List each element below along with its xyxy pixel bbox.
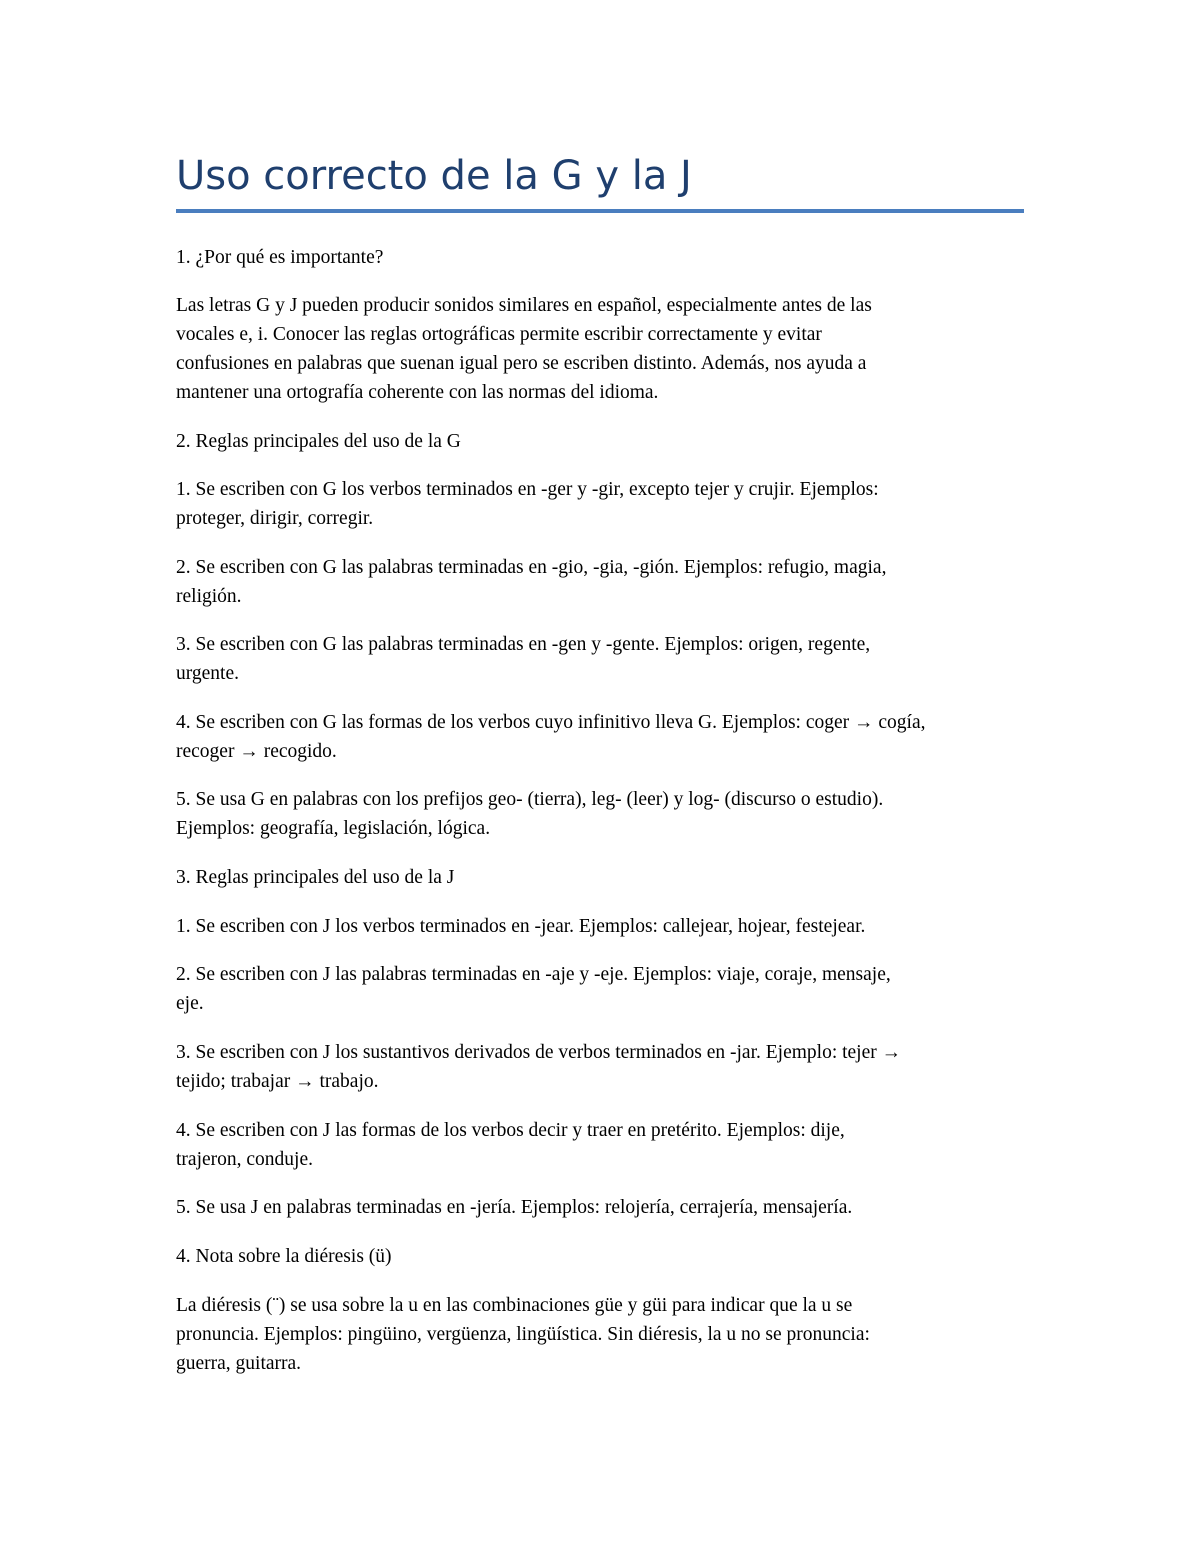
rule-j-2-line-2: eje.	[176, 993, 204, 1014]
rule-j-4-line-1: 4. Se escriben con J las formas de los verbos decir y traer en pretérito. Ejemplos: dije,	[176, 1120, 845, 1141]
rule-g-5-line-1: 5. Se usa G en palabras con los prefijos geo- (tierra), leg- (leer) y log- (discurso o estudio).	[176, 789, 884, 810]
rule-g-1-line-2: proteger, dirigir, corregir.	[176, 508, 374, 529]
rule-g-5-line-2: Ejemplos: geografía, legislación, lógica.	[176, 818, 491, 839]
paragraph-line: guerra, guitarra.	[176, 1353, 302, 1374]
rule-j-3-line-1: 3. Se escriben con J los sustantivos derivados de verbos terminados en -jar. Ejemplo: tejer →	[176, 1042, 902, 1063]
rule-j-5-line-1: 5. Se usa J en palabras terminadas en -jería. Ejemplos: relojería, cerrajería, mensajería.	[176, 1197, 853, 1218]
paragraph-line: Las letras G y J pueden producir sonidos similares en español, especialmente antes de las	[176, 295, 872, 316]
rule-g-2-line-2: religión.	[176, 586, 242, 607]
section-heading-rules-j: 3. Reglas principales del uso de la J	[176, 867, 455, 888]
paragraph-line: La diéresis (¨) se usa sobre la u en las combinaciones güe y güi para indicar que la u se	[176, 1295, 853, 1316]
rule-g-4-line-1: 4. Se escriben con G las formas de los verbos cuyo infinitivo lleva G. Ejemplos: coger → cogía,	[176, 712, 926, 733]
page-title: Uso correcto de la G y la J	[176, 153, 692, 199]
rule-g-3-line-1: 3. Se escriben con G las palabras terminadas en -gen y -gente. Ejemplos: origen, regente,	[176, 634, 871, 655]
section-heading-dieresis: 4. Nota sobre la diéresis (ü)	[176, 1246, 392, 1267]
section-heading-rules-g: 2. Reglas principales del uso de la G	[176, 431, 461, 452]
rule-j-2-line-1: 2. Se escriben con J las palabras terminadas en -aje y -eje. Ejemplos: viaje, coraje, mensaje,	[176, 964, 891, 985]
paragraph-line: mantener una ortografía coherente con las normas del idioma.	[176, 382, 659, 403]
rule-g-1-line-1: 1. Se escriben con G los verbos terminados en -ger y -gir, excepto tejer y crujir. Ejemplos:	[176, 479, 879, 500]
rule-j-1-line-1: 1. Se escriben con J los verbos terminados en -jear. Ejemplos: callejear, hojear, festejear.	[176, 916, 866, 937]
paragraph-line: pronuncia. Ejemplos: pingüino, vergüenza, lingüística. Sin diéresis, la u no se pronuncia:	[176, 1324, 870, 1345]
paragraph-line: confusiones en palabras que suenan igual pero se escriben distinto. Además, nos ayuda a	[176, 353, 867, 374]
rule-g-3-line-2: urgente.	[176, 663, 239, 684]
rule-j-3-line-2: tejido; trabajar → trabajo.	[176, 1071, 379, 1092]
rule-g-2-line-1: 2. Se escriben con G las palabras terminadas en -gio, -gia, -gión. Ejemplos: refugio, magia,	[176, 557, 887, 578]
section-heading-importance: 1. ¿Por qué es importante?	[176, 247, 384, 268]
rule-g-4-line-2: recoger → recogido.	[176, 741, 337, 762]
paragraph-line: vocales e, i. Conocer las reglas ortográficas permite escribir correctamente y evitar	[176, 324, 822, 345]
title-underline	[176, 209, 1024, 213]
rule-j-4-line-2: trajeron, conduje.	[176, 1149, 313, 1170]
